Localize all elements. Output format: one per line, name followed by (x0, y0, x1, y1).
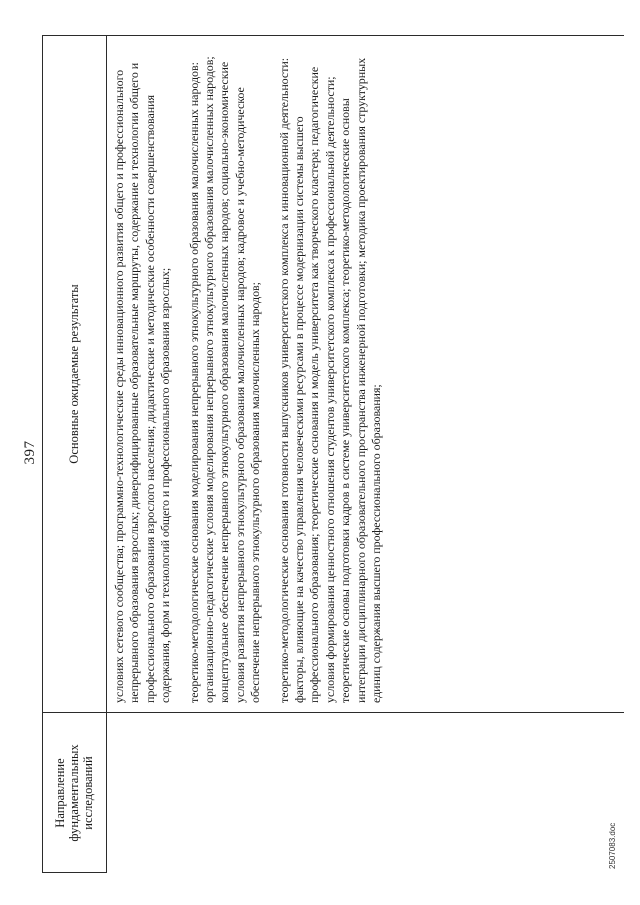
page-number: 397 (22, 440, 38, 465)
result-entry: теоретико-методологические основания готовности выпускников университетского комплекса к инновационной деятельности: факторы, влияющие на качество управления человеческими ресурсами в процессе модернизации системы высшего профессионального образования; теоретические основания и модель университета как творческого кластера; педагогические условия формирования ценностного отношения студентов университетского комплекса к профессиональной деятельности; теоретические основы подготовки кадров в системе университетского комплекса; теоретико-методологические основы интеграции дисциплинарного образовательного пространства инженерной подготовки; методика проектирования структурных единиц содержания высшего профессионального образования; (276, 57, 384, 703)
table-right-border (42, 35, 624, 36)
column-divider (42, 712, 624, 713)
header-bottom-border (106, 35, 107, 873)
result-entry: теоретико-методологические основания моделирования непрерывного этнокультурного образования малочисленных народов: организационно-педагогические условия моделирования непрерывного этнокультурного образования малочисленных народов; концептуальное обеспечение непрерывного этнокультурного образования малочисленных народов; социально-экономические условия развития непрерывного этнокультурного образования малочисленных народов; кадровое и учебно-методическое обеспечение непрерывного этнокультурного образования малочисленных народов; (186, 56, 263, 703)
column-header-direction: Направление фундаментальных исследований (53, 744, 95, 842)
results-table (42, 35, 624, 873)
column-header-results: Основные ожидаемые результаты (66, 284, 81, 464)
footer-file-name: 2507083.doc (608, 822, 617, 869)
result-entry: условиях сетевого сообщества; программно-технологические среды инновационного развития общего и профессионального непрерывного образования взрослых; диверсифицированные образовательные маршруты, содержание и технологии общего и профессионального образования взрослого населения; дидактические и методические особенности совершенствования содержания, форм и технологий общего и профессионального образования взрослых; (112, 62, 173, 703)
results-cell (112, 43, 398, 703)
table-header-row (42, 35, 106, 873)
